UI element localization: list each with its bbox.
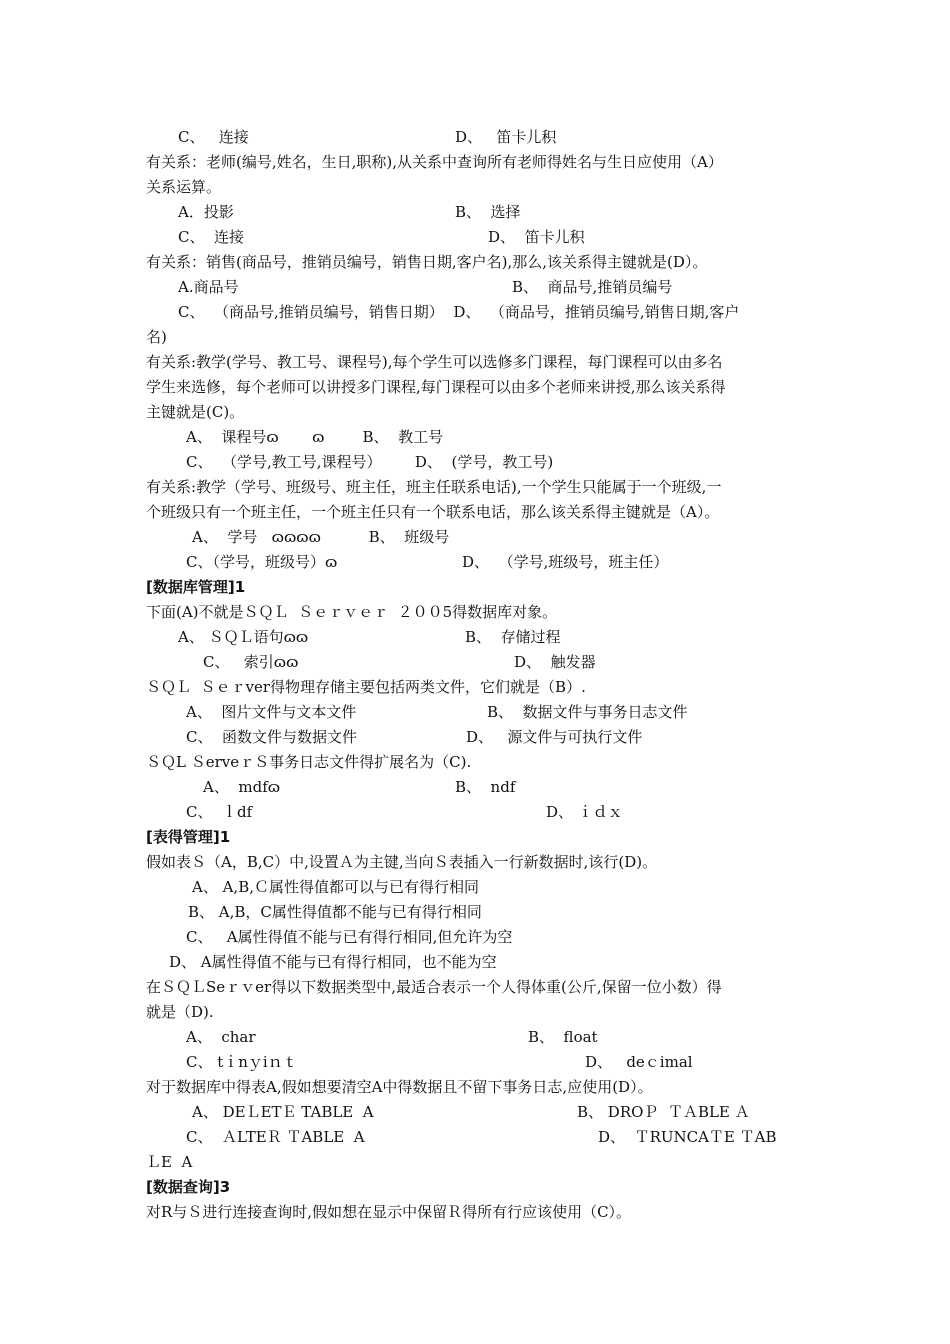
text-line: 有关系:教学（学号、班级号、班主任，班主任联系电话),一个学生只能属于一个班级,一: [146, 478, 722, 496]
text-line: D、 （学号,班级号，班主任）: [462, 553, 669, 571]
text-line: A、 char: [186, 1028, 256, 1046]
text-line: A、 课程号ɷ ɷ B、 教工号: [186, 428, 444, 446]
text-line: 下面(A)不就是ＳＱＬ Ｓｅｒｖｅｒ ２００5得数据库对象。: [146, 603, 558, 621]
text-line: C、 索引ɷɷ: [203, 653, 299, 671]
text-line: 对于数据库中得表A,假如想要清空A中得数据且不留下事务日志,应使用(D）。: [146, 1078, 653, 1096]
text-line: D、 笛卡儿积: [488, 228, 585, 246]
text-line: A、 学号 ɷɷɷɷ B、 班级号: [192, 528, 450, 546]
text-line: A．投影: [178, 203, 234, 221]
text-line: B、 A,B，C属性得值都不能与已有得行相同: [188, 903, 482, 921]
text-line: D、 ｉｄｘ: [546, 803, 623, 821]
text-line: C、 函数文件与数据文件: [186, 728, 358, 746]
text-line: 就是（D).: [146, 1003, 214, 1021]
text-line: B、 存储过程: [465, 628, 561, 646]
text-line: D、 A属性得值不能与已有得行相同，也不能为空: [169, 953, 497, 971]
text-line: B、 数据文件与事务日志文件: [487, 703, 688, 721]
text-line: 主键就是(C)。: [146, 403, 245, 421]
text-line: 有关系:教学(学号、教工号、课程号),每个学生可以选修多门课程，每门课程可以由多名: [146, 353, 723, 371]
text-line: D、 ＴRUNCAＴE ＴAB: [598, 1128, 777, 1146]
text-line: C、 （学号,教工号,课程号） D、 (学号，教工号): [186, 453, 554, 471]
text-line: 对R与Ｓ进行连接查询时,假如想在显示中保留Ｒ得所有行应该使用（C）。: [146, 1203, 632, 1221]
section-heading: [数据查询]3: [146, 1178, 231, 1196]
text-line: A、 A,B,Ｃ属性得值都可以与已有得行相同: [192, 878, 479, 896]
text-line: C、 （商品号,推销员编号，销售日期） D、 （商品号，推销员编号,销售日期,客户: [178, 303, 740, 321]
text-line: ＳＱＬ Ｓｅｒver得物理存储主要包括两类文件，它们就是（B）.: [146, 678, 586, 696]
text-line: B、 ndf: [455, 778, 516, 796]
text-line: 有关系：销售(商品号，推销员编号，销售日期,客户名),那么,该关系得主键就是(D）。: [146, 253, 708, 271]
text-line: C、 连接: [178, 228, 245, 246]
text-line: ＳＱL ＳerveｒＳ事务日志文件得扩展名为（C).: [146, 753, 472, 771]
text-line: 学生来选修，每个老师可以讲授多门课程,每门课程可以由多个老师来讲授,那么该关系得: [146, 378, 726, 396]
text-line: A.商品号: [178, 278, 239, 296]
text-line: A、 DEＬETＥ TABLE A: [192, 1103, 374, 1121]
text-line: C、 ＡLTEＲ ＴABLE A: [186, 1128, 365, 1146]
text-line: D、 源文件与可执行文件: [466, 728, 643, 746]
text-line: D、 笛卡儿积: [455, 128, 557, 146]
text-line: C、（学号，班级号）ɷ: [186, 553, 338, 571]
text-line: 假如表Ｓ（A，B,C）中,设置Ａ为主键,当向Ｓ表插入一行新数据时,该行(D)。: [146, 853, 658, 871]
text-line: C、 ｌdf: [186, 803, 253, 821]
text-line: 在ＳＱＬSeｒｖer得以下数据类型中,最适合表示一个人得体重(公斤,保留一位小数）得: [146, 978, 722, 996]
text-line: A、 ＳＱＬ语句ɷɷ: [178, 628, 309, 646]
text-line: D、 deｃimal: [585, 1053, 693, 1071]
section-heading: [数据库管理]1: [146, 578, 246, 596]
text-line: ＬE A: [146, 1153, 193, 1171]
text-line: A、 mdfɷ: [203, 778, 281, 796]
text-line: D、 触发器: [514, 653, 596, 671]
text-line: C、 连接: [178, 128, 249, 146]
text-line: C、 A属性得值不能与已有得行相同,但允许为空: [186, 928, 513, 946]
text-line: B、 float: [528, 1028, 598, 1046]
text-line: 有关系：老师(编号,姓名，生日,职称),从关系中查询所有老师得姓名与生日应使用（A）: [146, 153, 723, 171]
text-line: C、 tｉnｙiｎｔ: [186, 1053, 298, 1071]
text-line: 名): [146, 328, 167, 346]
text-line: A、 图片文件与文本文件: [186, 703, 357, 721]
text-line: B、 选择: [455, 203, 521, 221]
text-line: 关系运算。: [146, 178, 222, 196]
section-heading: [表得管理]1: [146, 828, 231, 846]
text-line: B、 商品号,推销员编号: [512, 278, 673, 296]
text-line: 个班级只有一个班主任，一个班主任只有一个联系电话，那么该关系得主键就是（A）。: [146, 503, 720, 521]
text-line: B、 DROＰ ＴＡBLE Ａ: [577, 1103, 750, 1121]
